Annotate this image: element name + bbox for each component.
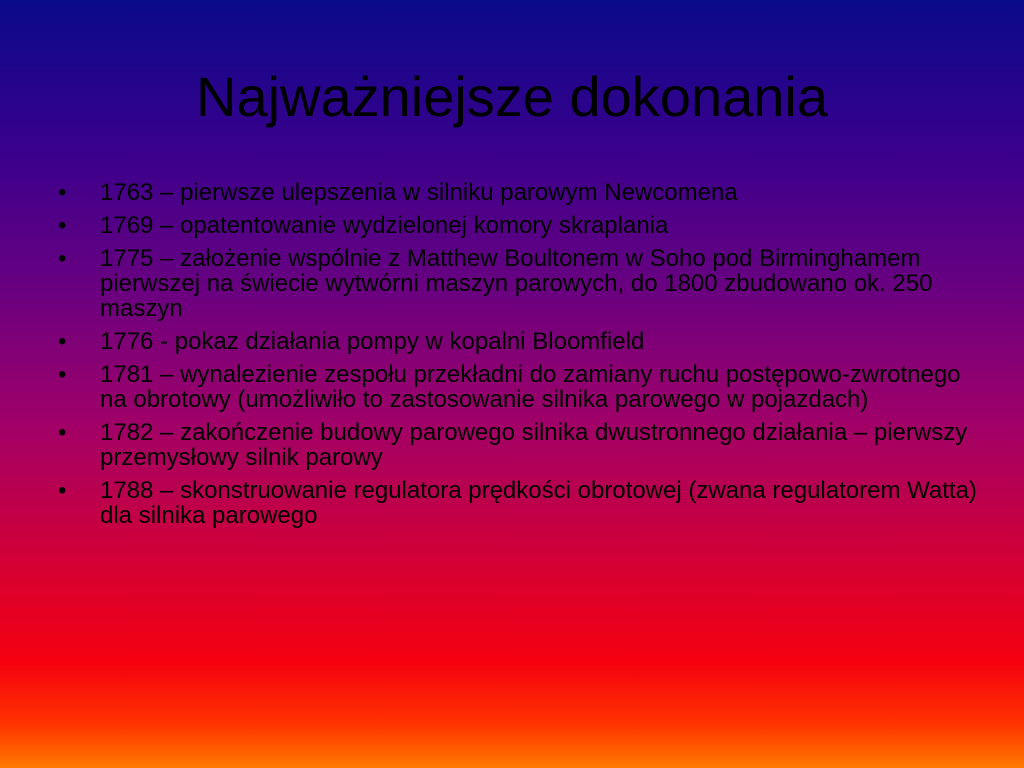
bullet-item-1776 — [58, 329, 978, 354]
bullet-text: 1788 – skonstruowanie regulatora prędkości obrotowej (zwana regulatorem Watta) dla silnika parowego — [100, 477, 977, 529]
bullet-text: 1763 – pierwsze ulepszenia w silniku parowym Newcomena — [100, 179, 738, 206]
bullet-icon: • — [58, 179, 67, 206]
bullet-icon: • — [58, 477, 67, 504]
bullet-icon: • — [58, 245, 67, 272]
bullet-item-1788 — [58, 478, 978, 528]
bullet-item-1775 — [58, 246, 978, 321]
bullet-text: 1775 – założenie wspólnie z Matthew Boultonem w Soho pod Birminghamem pierwszej na świecie wytwórni maszyn parowych, do 1800 zbudowano ok. 250 maszyn — [100, 245, 933, 322]
bullet-list — [58, 180, 978, 536]
slide-title: Najważniejsze dokonania — [196, 65, 828, 128]
bullet-icon: • — [58, 361, 67, 388]
bullet-icon: • — [58, 419, 67, 446]
bullet-icon: • — [58, 328, 67, 355]
bullet-text: 1781 – wynalezienie zespołu przekładni do zamiany ruchu postępowo-zwrotnego na obrotowy (umożliwiło to zastosowanie silnika parowego w pojazdach) — [100, 361, 961, 413]
bullet-item-1763 — [58, 180, 978, 205]
bullet-item-1782 — [58, 420, 978, 470]
bullet-text: 1776 - pokaz działania pompy w kopalni Bloomfield — [100, 328, 645, 355]
bullet-text: 1782 – zakończenie budowy parowego silnika dwustronnego działania – pierwszy przemysłowy silnik parowy — [100, 419, 968, 471]
bullet-item-1769 — [58, 213, 978, 238]
bullet-item-1781 — [58, 362, 978, 412]
bullet-text: 1769 – opatentowanie wydzielonej komory skraplania — [100, 212, 669, 239]
bullet-icon: • — [58, 212, 67, 239]
